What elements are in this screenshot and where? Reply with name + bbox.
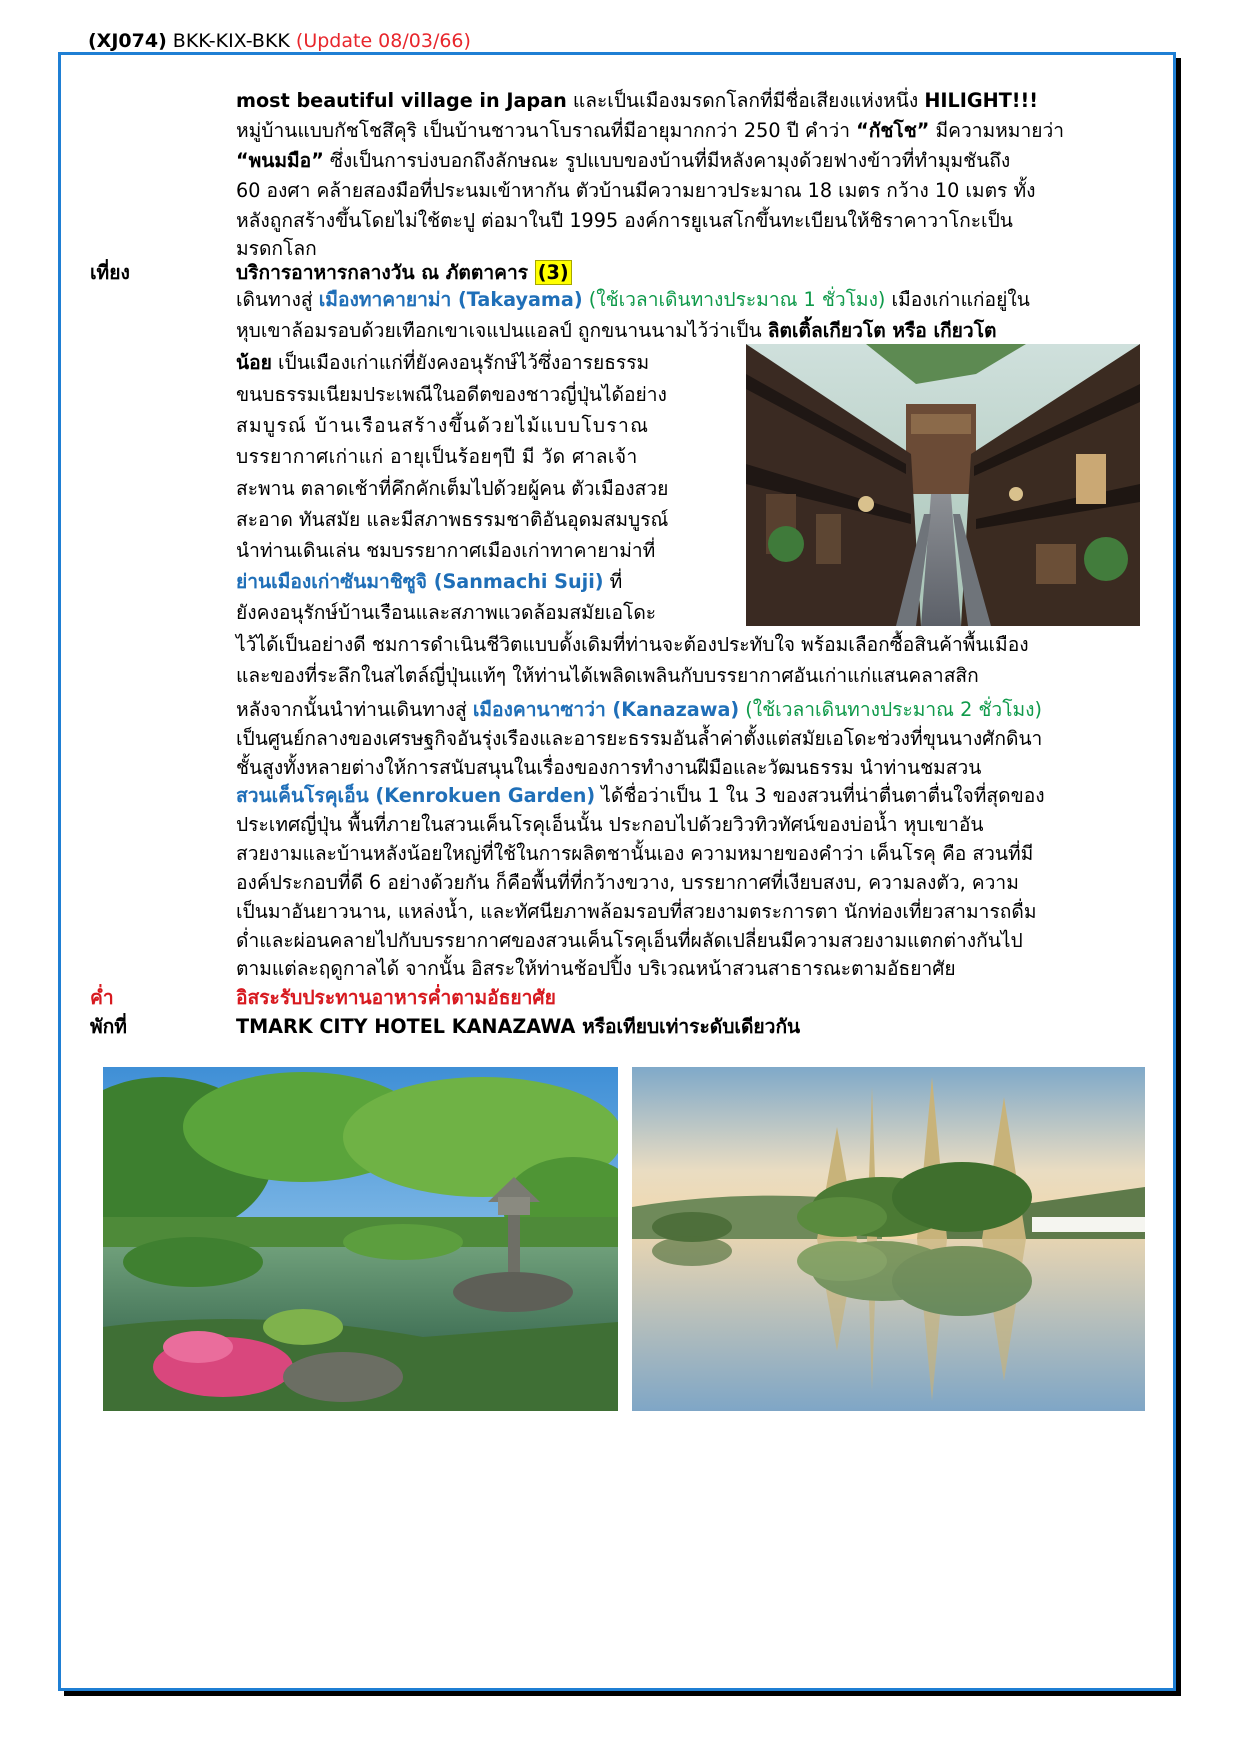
kanazawa-line-8: เป็นมาอันยาวนาน, แหล่งน้ำ, และทัศนียภาพล้อมรอบที่สวยงามตระการตา นักท่องเที่ยวสามารถดื่ม: [236, 900, 1037, 923]
takayama-bold: ลิตเติ้ลเกียวโต หรือ เกียวโต: [767, 319, 997, 342]
kanazawa-text: ได้ชื่อว่าเป็น 1 ใน 3 ของสวนที่น่าตื่นตาตื่นใจที่สุดของ: [595, 784, 1045, 807]
kanazawa-line-5: ประเทศญี่ปุ่น พื้นที่ภายในสวนเค็นโรคุเอ็นนั้น ประกอบไปด้วยวิวทิวทัศน์ของบ่อน้ำ หุบเขาอัน: [236, 813, 984, 836]
kanazawa-line-1: [236, 695, 1042, 725]
intro-line-2: [236, 116, 1064, 146]
route: BKK-KIX-BKK: [166, 30, 296, 52]
takayama-text: เดินทางสู่: [236, 288, 319, 311]
takayama-line-9: นำท่านเดินเล่น ชมบรรยากาศเมืองเก่าทาคายาม่าที่: [236, 539, 656, 562]
takayama-line-6: บรรยากาศเก่าแก่ อายุเป็นร้อยๆปี มี วัด ศาลเจ้า: [236, 445, 638, 468]
takayama-line-5: สมบูรณ์ บ้านเรือนสร้างขึ้นด้วยไม้แบบโบราณ: [236, 414, 650, 437]
kanazawa-line-7: องค์ประกอบที่ดี 6 อย่างด้วยกัน ก็คือพื้นที่ที่กว้างขวาง, บรรยากาศที่เงียบสงบ, ความลงตัว, ความ: [236, 871, 1019, 894]
kanazawa-line-10: ตามแต่ละฤดูกาลได้ จากนั้น อิสระให้ท่านช้อปปิ้ง บริเวณหน้าสวนสาธารณะตามอัธยาศัย: [236, 957, 956, 980]
tour-code: (XJ074): [88, 30, 167, 52]
lunch-line: [236, 258, 572, 288]
intro-line-3: [236, 146, 1010, 176]
intro-text: หมู่บ้านแบบกัชโชสึคุริ เป็นบ้านชาวนาโบราณที่มีอายุมากกว่า 250 ปี คำว่า: [236, 119, 857, 142]
hilight-label: HILIGHT!!!: [924, 89, 1039, 112]
kanazawa-line-9: ด่ำและผ่อนคลายไปกับบรรยากาศของสวนเค็นโรคุเอ็นที่ผลัดเปลี่ยนมีความสวยงามแตกต่างกันไป: [236, 929, 1023, 952]
kanazawa-line-2: เป็นศูนย์กลางของเศรษฐกิจอันรุ่งเรืองและอารยะธรรมอันล้ำค่าตั้งแต่สมัยเอโดะช่วงที่ขุนนางศักดินา: [236, 727, 1043, 750]
takayama-line-4: ขนบธรรมเนียมประเพณีในอดีตของชาวญี่ปุ่นได้อย่าง: [236, 383, 667, 406]
intro-line-1: [236, 86, 1038, 116]
dinner-text: อิสระรับประทานอาหารค่ำตามอัธยาศัย: [236, 986, 556, 1009]
takayama-place: เมืองทาคายาม่า (Takayama): [318, 288, 583, 311]
takayama-line-12: ไว้ได้เป็นอย่างดี ชมการดำเนินชีวิตแบบดั้งเดิมที่ท่านจะต้องประทับใจ พร้อมเลือกซื้อสินค้าพื้นเมือง: [236, 633, 1029, 656]
kanazawa-line-4: [236, 781, 1045, 811]
travel-time: (ใช้เวลาเดินทางประมาณ 2 ชั่วโมง): [739, 698, 1042, 721]
takayama-line-11: ยังคงอนุรักษ์บ้านเรือนและสภาพแวดล้อมสมัยเอโดะ: [236, 601, 657, 624]
takayama-bold: น้อย: [236, 351, 272, 374]
kanazawa-place: เมืองคานาซาว่า (Kanazawa): [472, 698, 740, 721]
takayama-line-10: [236, 567, 622, 597]
meal-number-badge: (3): [535, 260, 572, 285]
update-date: (Update 08/03/66): [295, 30, 471, 52]
takayama-text: เมืองเก่าแก่อยู่ใน: [885, 288, 1030, 311]
travel-time: (ใช้เวลาเดินทางประมาณ 1 ชั่วโมง): [582, 288, 886, 311]
takayama-line-1: [236, 285, 1030, 315]
takayama-text: เป็นเมืองเก่าแก่ที่ยังคงอนุรักษ์ไว้ซึ่งอารยธรรม: [271, 351, 650, 374]
sanmachi-place: ย่านเมืองเก่าซันมาชิซูจิ (Sanmachi Suji): [236, 570, 604, 593]
hotel-label: พักที่: [90, 1015, 127, 1038]
lunch-text: บริการอาหารกลางวัน ณ ภัตตาคาร: [236, 261, 535, 284]
takayama-line-8: สะอาด ทันสมัย และมีสภาพธรรมชาติอันอุดมสมบูรณ์: [236, 508, 669, 531]
intro-bold: “พนมมือ”: [236, 149, 324, 172]
frame-shadow: [1176, 58, 1181, 1696]
takayama-text: หุบเขาล้อมรอบด้วยเทือกเขาเจแปนแอลป์ ถูกขนานนามไว้ว่าเป็น: [236, 319, 768, 342]
frame-shadow: [64, 1691, 1181, 1696]
intro-text: มีความหมายว่า: [929, 119, 1065, 142]
takayama-line-7: สะพาน ตลาดเช้าที่คึกคักเต็มไปด้วยผู้คน ตัวเมืองสวย: [236, 477, 669, 500]
takayama-line-13: และของที่ระลึกในสไตล์ญี่ปุ่นแท้ๆ ให้ท่านได้เพลิดเพลินกับบรรยากาศอันเก่าแก่แสนคลาสสิก: [236, 664, 979, 687]
hotel-line: [236, 1012, 800, 1042]
kanazawa-text: หลังจากนั้นนำท่านเดินทางสู่: [236, 698, 473, 721]
kenrokuen-place: สวนเค็นโรคุเอ็น (Kenrokuen Garden): [236, 784, 596, 807]
intro-text: ซึ่งเป็นการบ่งบอกถึงลักษณะ รูปแบบของบ้านที่มีหลังคามุงด้วยฟางข้าวที่ทำมุมชันถึง: [323, 149, 1011, 172]
kenrokuen-garden-photo: [103, 1067, 618, 1411]
dinner-label: ค่ำ: [90, 986, 114, 1009]
kenrokuen-yukitsuri-photo: [632, 1067, 1145, 1411]
intro-line-5: หลังถูกสร้างขึ้นโดยไม่ใช้ตะปู ต่อมาในปี 1995 องค์การยูเนสโกขึ้นทะเบียนให้ชิราคาวาโกะเป็น: [236, 209, 1013, 232]
takayama-street-photo: [746, 344, 1140, 626]
intro-bold: “กัชโช”: [856, 119, 930, 142]
lunch-label: เที่ยง: [90, 261, 130, 284]
document-header: [88, 30, 471, 52]
kanazawa-line-6: สวยงามและบ้านหลังน้อยใหญ่ที่ใช้ในการผลิตชานั้นเอง ความหมายของคำว่า เค็นโรคุ คือ สวนที่มี: [236, 842, 1034, 865]
intro-text: และเป็นเมืองมรดกโลกที่มีชื่อเสียงแห่งหนึ่ง: [566, 89, 925, 112]
hotel-name: TMARK CITY HOTEL KANAZAWA: [236, 1015, 576, 1038]
intro-line-4: 60 องศา คล้ายสองมือที่ประนมเข้าหากัน ตัวบ้านมีความยาวประมาณ 18 เมตร กว้าง 10 เมตร ทั้ง: [236, 179, 1036, 202]
intro-bold: most beautiful village in Japan: [236, 89, 567, 112]
takayama-text: ที่: [603, 570, 623, 593]
takayama-line-3: [236, 348, 649, 378]
takayama-line-2: [236, 316, 996, 346]
intro-line-6: มรดกโลก: [236, 237, 317, 260]
hotel-note: หรือเทียบเท่าระดับเดียวกัน: [575, 1015, 801, 1038]
kanazawa-line-3: ชั้นสูงทั้งหลายต่างให้การสนับสนุนในเรื่องของการทำงานฝีมือและวัฒนธรรม นำท่านชมสวน: [236, 756, 982, 779]
